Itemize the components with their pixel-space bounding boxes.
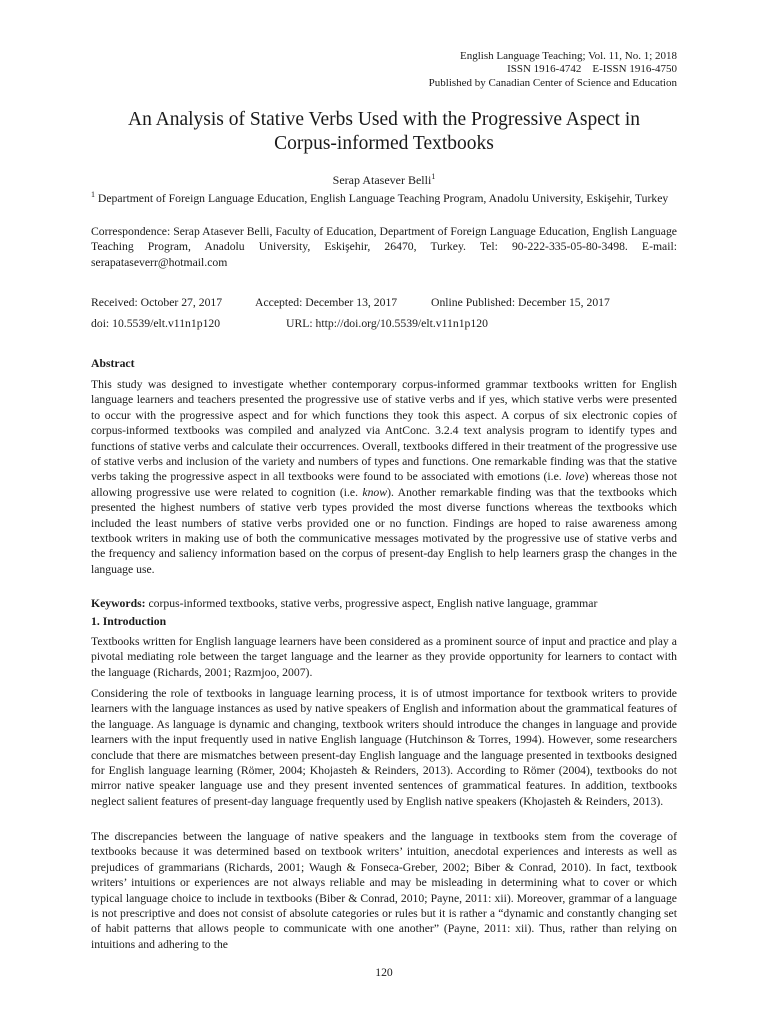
received-date: Received: October 27, 2017 [91,296,223,309]
intro-paragraph-3: The discrepancies between the language of native speakers and the language in textbooks stem from the coverage of textbooks because it was determined based on textbook writers’ intuition, anecdotal experiences and interests as well as prejudices of grammarians (Richards, 2001; Waugh & Fonseca-Greber, 2002; Biber & Conrad, 2010). In fact, textbook writers’ intuitions or experiences are not always reliable and may be misleading in determining what to cover or which typical language choice to include in textbooks (Biber & Conrad, 2010; Payne, 2011: xii). Moreover, grammar of a language is not prescriptive and does not consist of absolute categories or rules but it is rather a “dynamic and constantly changing set of habit patterns that allows people to communicate with one another” (Payne, 2011: xii). Thus, rather than relying on intuitions and adhering to the [91,830,677,951]
abstract-heading: Abstract [91,357,135,370]
affiliation-text: Department of Foreign Language Education, English Language Teaching Program, Anadolu University, Eskişehir, Turkey [95,191,669,205]
abstract-example-know: know [362,485,388,499]
doi: doi: 10.5539/elt.v11n1p120 [91,317,221,330]
affiliation [91,187,677,206]
article-title [60,108,708,155]
title-line-2: Corpus-informed Textbooks [274,132,494,154]
author-name: Serap Atasever Belli [332,173,432,187]
intro-paragraph-1: Textbooks written for English language learners have been considered as a prominent source of input and practice and play a pivotal mediating role between the target language and the learner as they provide opportunity for learners to contact with the language (Richards, 2001; Razmjoo, 2007). [91,635,677,679]
abstract-body [91,377,677,577]
url-link[interactable]: URL: http://doi.org/10.5539/elt.v11n1p120 [286,317,488,330]
page-number: 120 [375,966,393,979]
affiliation-mark: 1 [91,190,95,199]
correspondence: Correspondence: Serap Atasever Belli, Faculty of Education, Department of Foreign Language Education, English Language Teaching Program, Anadolu University, Eskişehir, 26470, Turkey. Tel: 90-222-335-05-80-3498. E-mail: serapataseverr@hotmail.com [91,225,677,269]
dates-row [91,295,610,310]
author-affiliation-mark: 1 [431,172,436,181]
abstract-example-love: love [565,470,585,484]
abstract-text-3: ). Another remarkable finding was that the textbooks which presented the highest numbers of stative verb types provided the most diverse functions whereas the textbooks which included the least numbers of stative verbs provided one or no function. Findings are hoped to raise awareness among textbook writers in making use of both the communicative messages motivated by the progressive use of stative verbs and the frequency and saliency information based on the corpus of present-day English to help learners grasp the changes in the language use. [91,485,677,576]
keywords-list: corpus-informed textbooks, stative verbs, progressive aspect, English native language, grammar [145,597,598,610]
abstract-text-2: ) whereas those not allowing progressive use were related to cognition (i.e. [91,470,677,499]
issn-line: ISSN 1916-4742 E-ISSN 1916-4750 [507,63,677,76]
published-date: Online Published: December 15, 2017 [431,296,610,309]
running-head [429,50,677,90]
keywords-label: Keywords: [91,597,146,610]
intro-paragraph-2: Considering the role of textbooks in language learning process, it is of utmost importance for textbook writers to provide learners with the language instances as used by native speakers of English and information about the grammatical features of the language. As language is dynamic and changing, textbook writers should introduce the changes in language and provide learners with the input frequently used in native English language (Hutchinson & Torres, 1994). However, some researchers conclude that there are mismatches between present-day English language and the language presented in textbooks designed for English language learning (Römer, 2004; Khojasteh & Reinders, 2013). According to Römer (2004), textbooks do not mirror native speaker language use and they present invented sentences of grammatical features. In addition, textbooks neglect salient features of present-day language frequently used by English native speakers (Khojasteh & Reinders, 2013). [91,687,677,808]
journal-volume-line: English Language Teaching; Vol. 11, No. 1; 2018 [460,50,677,62]
abstract-text-1: This study was designed to investigate whether contemporary corpus-informed grammar textbooks written for English language learners and teachers presented the progressive use of stative verbs and if yes, which stative verbs were presented to occur with the progressive aspect and for which functions they took this aspect. A corpus of six electronic copies of corpus-informed textbooks was compiled and analyzed via AntConc. 3.2.4 text analysis program to identify types and functions of stative verbs and calculate their occurrences. Overall, textbooks differed in their treatment of the progressive use of stative verbs and inclusion of the variety and numbers of types and functions. One remarkable finding was that the stative verbs taking the progressive aspect in all textbooks were found to be associated with emotions (i.e. [91,378,677,484]
identifiers-row [91,316,488,331]
title-line-1: An Analysis of Stative Verbs Used with the Progressive Aspect in [127,109,640,130]
keywords [91,596,677,611]
accepted-date: Accepted: December 13, 2017 [255,296,398,309]
publisher-line: Published by Canadian Center of Science and Education [428,76,677,89]
introduction-heading: 1. Introduction [91,615,167,628]
author-line [0,169,768,188]
